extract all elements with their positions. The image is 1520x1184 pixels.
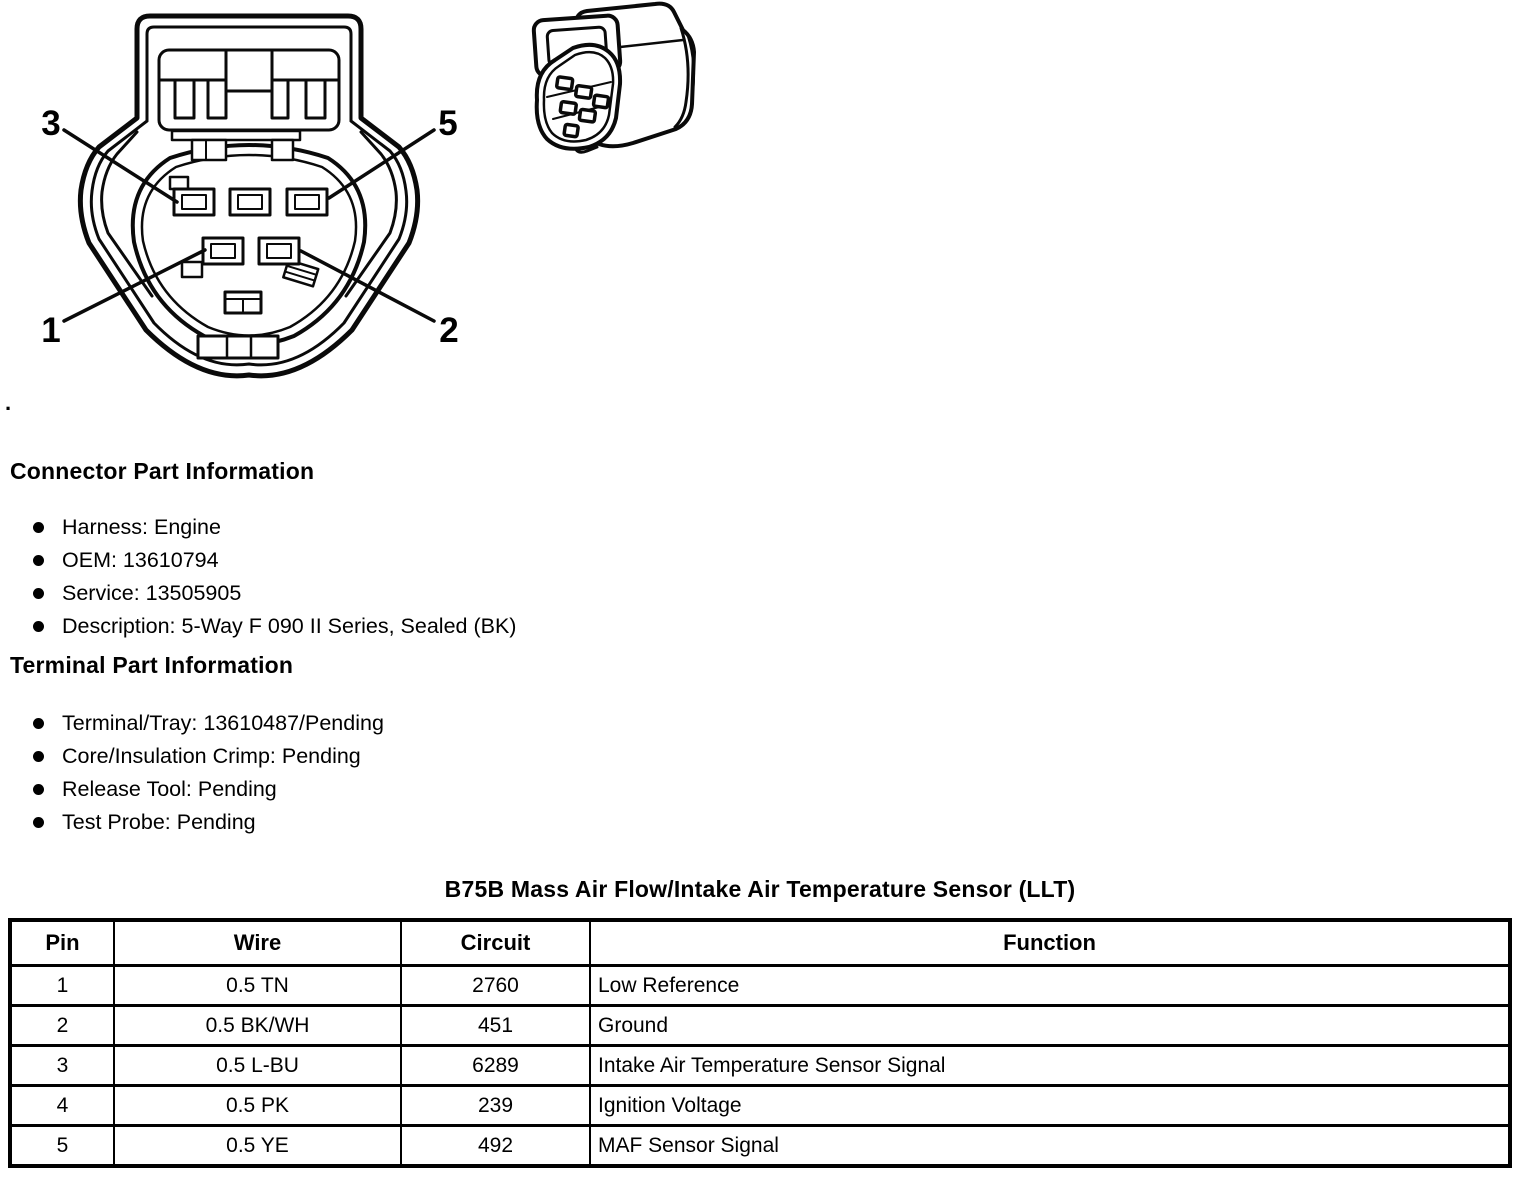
connector-part-info-list [10,511,516,643]
bullet-icon [33,588,44,599]
pin-label-3: 3 [41,104,61,143]
table-header-row [10,920,1510,966]
table-row [10,966,1510,1006]
list-item [10,806,384,839]
bullet-icon [33,784,44,795]
bullet-icon [33,751,44,762]
list-item-text: OEM: 13610794 [62,548,219,572]
column-header-wire: Wire [114,920,401,966]
list-item [10,544,516,577]
list-item-text: Terminal/Tray: 13610487/Pending [62,711,384,735]
bullet-icon [33,555,44,566]
pin-label-5: 5 [438,104,458,143]
lock-slot [208,80,226,118]
column-header-pin: Pin [10,920,114,966]
bullet-icon [33,621,44,632]
list-item-text: Core/Insulation Crimp: Pending [62,744,361,768]
list-item-text: Service: 13505905 [62,581,242,605]
lock-slot [306,80,325,118]
terminal-part-info-heading: Terminal Part Information [10,652,294,678]
table-row [10,1046,1510,1086]
connector-part-info-section [10,459,516,643]
terminal-slot-2 [259,238,299,264]
cell-pin: 5 [10,1126,114,1167]
cell-circuit: 239 [401,1086,590,1126]
bullet-icon [33,718,44,729]
center-lock-tab [226,50,272,91]
cell-function: Low Reference [590,966,1510,1006]
bullet-icon [33,817,44,828]
cell-circuit: 2760 [401,966,590,1006]
list-item-text: Test Probe: Pending [62,810,256,834]
side-key [182,262,202,277]
table-row [10,1006,1510,1046]
list-item [10,577,516,610]
cell-pin: 3 [10,1046,114,1086]
column-header-circuit: Circuit [401,920,590,966]
terminal-slot-5 [287,189,327,215]
connector-front-view-diagram [0,0,470,390]
terminal-slot-4 [230,189,270,215]
cell-wire: 0.5 L-BU [114,1046,401,1086]
pin-label-1: 1 [41,311,61,350]
pinout-table-title: B75B Mass Air Flow/Intake Air Temperature Sensor (LLT) [444,876,1076,902]
cell-circuit: 6289 [401,1046,590,1086]
list-item-text: Release Tool: Pending [62,777,277,801]
list-item [10,740,384,773]
cavity-top-plate [172,131,300,140]
table-row [10,1126,1510,1167]
terminal-slot-3 [174,189,214,215]
terminal-slot-1 [203,238,243,264]
cell-circuit: 492 [401,1126,590,1167]
list-item-text: Description: 5-Way F 090 II Series, Sealed (BK) [62,614,517,638]
lock-slot [175,80,194,118]
pin-label-2: 2 [439,311,459,350]
cell-pin: 1 [10,966,114,1006]
list-item [10,610,516,643]
stray-period-mark: . [5,390,12,415]
table-row [10,1086,1510,1126]
connector-top-lock-section [159,50,339,130]
cell-pin: 2 [10,1006,114,1046]
connector-side-view-diagram [515,0,710,168]
side-key [170,177,188,189]
terminal-part-info-list [10,707,384,839]
list-item [10,707,384,740]
cell-wire: 0.5 YE [114,1126,401,1167]
column-header-function: Function [590,920,1510,966]
cell-wire: 0.5 PK [114,1086,401,1126]
bottom-body-tab [198,336,278,358]
terminal-part-info-section [10,653,384,839]
index-tab [192,140,226,160]
pinout-table [8,918,1512,1168]
cell-function: Ground [590,1006,1510,1046]
cell-function: Ignition Voltage [590,1086,1510,1126]
list-item [10,773,384,806]
cell-circuit: 451 [401,1006,590,1046]
cell-pin: 4 [10,1086,114,1126]
index-tab [272,140,293,160]
cell-wire: 0.5 TN [114,966,401,1006]
cell-function: MAF Sensor Signal [590,1126,1510,1167]
bullet-icon [33,522,44,533]
connector-part-info-heading: Connector Part Information [10,458,315,484]
lock-slot [272,80,288,118]
cell-function: Intake Air Temperature Sensor Signal [590,1046,1510,1086]
list-item-text: Harness: Engine [62,515,221,539]
list-item [10,511,516,544]
cell-wire: 0.5 BK/WH [114,1006,401,1046]
